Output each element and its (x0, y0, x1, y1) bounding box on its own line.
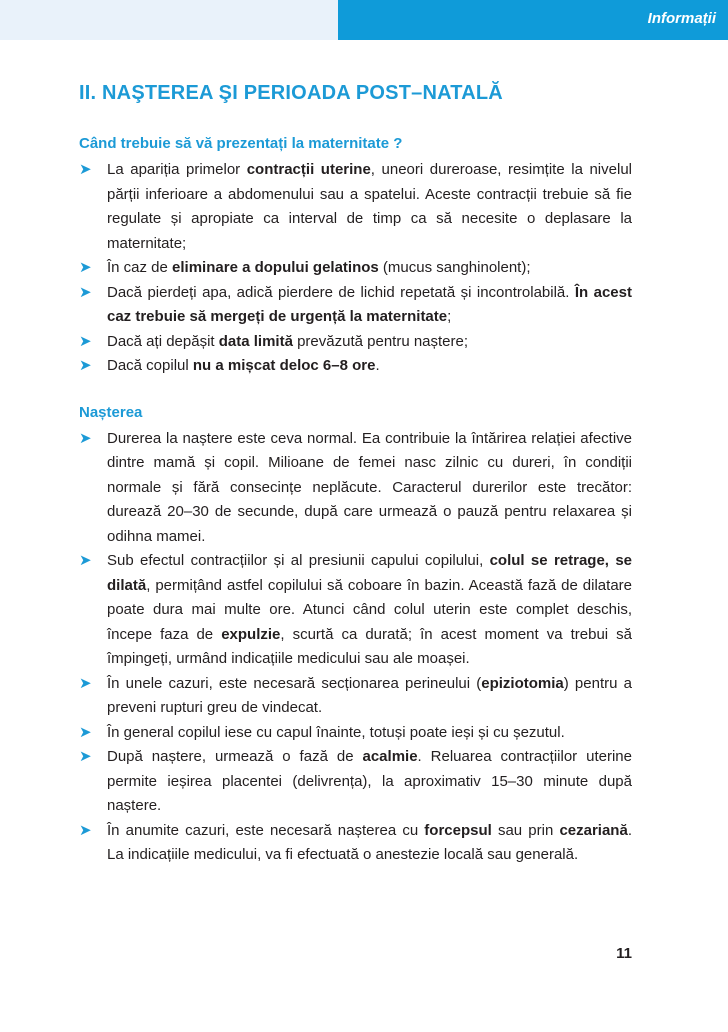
item-text: În unele cazuri, este necesară secționarea perineului ( (107, 674, 482, 692)
list-item (79, 672, 632, 721)
item-bold: cezariană (559, 821, 628, 839)
item-text: Dacă pierdeți apa, adică pierdere de lichid repetată și incontrolabilă. (107, 283, 575, 301)
list-item (79, 819, 632, 868)
item-text: ; (447, 308, 452, 325)
item-text: La apariția primelor (107, 161, 247, 178)
item-bold: colul se retrage, se dilată (107, 552, 632, 594)
list-when (79, 158, 632, 379)
list-item (79, 427, 632, 550)
item-text: , permițând astfel copilului să coboare în bazin. Această fază de dilatare poate dura mai multe ore. Atunci când colul uterin este complet deschis, începe faza de (107, 576, 632, 643)
item-bold: data limită (218, 332, 293, 350)
item-text: (mucus sanghinolent); (378, 259, 531, 276)
item-text: ) pentru a preveni rupturi greu de vindecat. (107, 674, 632, 716)
item-bold: nu a mișcat deloc 6–8 ore (192, 357, 376, 374)
arrow-bullet-icon: ➤ (79, 259, 92, 276)
list-item (79, 158, 632, 256)
item-text: , scurtă ca durată; în acest moment va trebui să împingeți, urmând indicațiile medicului sau ale moașei. (107, 625, 632, 667)
list-item (79, 549, 632, 672)
item-text: În anumite cazuri, este necesară nașterea cu (107, 821, 425, 839)
arrow-bullet-icon: ➤ (79, 723, 92, 741)
section-heading-when: Când trebuie să vă prezentați la maternitate ? (79, 135, 403, 152)
item-text: . Reluarea contracțiilor uterine permite ieșirea placentei (delivrența), la aproximativ 15–30 minute după naștere. (107, 748, 632, 814)
item-bold: forcepsul (424, 821, 492, 839)
item-text: Sub efectul contracțiilor și al presiunii capului copilului, (107, 552, 490, 569)
section-spacer (79, 379, 632, 403)
page-content (79, 80, 632, 868)
item-bold: În acest caz trebuie să mergeți de urgență la maternitate (107, 283, 632, 325)
list-item (79, 330, 632, 355)
item-bold: acalmie (362, 748, 418, 765)
item-text: , uneori dureroase, resimțite la nivelul părții inferioare a abdomenului sau a spatelui. Aceste contracții trebuie să fie regulate și apropiate ca interval de timp ca să necesite o deplasare la maternitate; (107, 161, 632, 252)
list-item (79, 745, 632, 819)
item-bold: expulzie (221, 625, 281, 643)
header-band-right (338, 0, 728, 40)
item-text: sau prin (491, 821, 560, 839)
item-text: Dacă copilul (107, 357, 193, 374)
item-text: În general copilul iese cu capul înainte, totuși poate ieși și cu șezutul. (107, 723, 565, 741)
item-text: . La indicațiile medicului, va fi efectuată o anestezie locală sau generală. (107, 821, 632, 863)
section-label: Informații (647, 10, 716, 27)
arrow-bullet-icon: ➤ (79, 283, 92, 301)
arrow-bullet-icon: ➤ (79, 332, 92, 350)
list-birth (79, 427, 632, 868)
item-text: Dacă ați depășit (107, 332, 219, 350)
item-text: prevăzută pentru naștere; (292, 332, 469, 350)
arrow-bullet-icon: ➤ (79, 429, 92, 447)
list-item (79, 281, 632, 330)
arrow-bullet-icon: ➤ (79, 161, 92, 178)
page-number: 11 (616, 945, 632, 962)
item-text: După naștere, urmează o fază de (107, 748, 363, 765)
item-bold: contracții uterine (246, 161, 371, 178)
arrow-bullet-icon: ➤ (79, 674, 92, 692)
arrow-bullet-icon: ➤ (79, 552, 92, 569)
section-heading-birth: Nașterea (79, 403, 143, 421)
item-bold: eliminare a dopului gelatinos (172, 259, 379, 276)
arrow-bullet-icon: ➤ (79, 357, 92, 374)
arrow-bullet-icon: ➤ (79, 821, 92, 839)
header-band-left (0, 0, 338, 40)
item-text: În caz de (107, 259, 173, 276)
list-item (79, 721, 632, 746)
list-item (79, 354, 632, 379)
list-item (79, 256, 632, 281)
item-bold: epiziotomia (481, 674, 564, 692)
item-text: Durerea la naștere este ceva normal. Ea contribuie la întărirea relației afective dintre mamă și copil. Milioane de femei nasc zilnic cu dureri, în condiții normale și fără consecințe neplăcute. Caracterul durerilor este trecător: durează 20–30 de secunde, după care urmează o pauză pentru relaxarea și odihna mamei. (107, 429, 632, 545)
chapter-title: II. NAŞTEREA ŞI PERIOADA POST–NATALĂ (79, 82, 503, 104)
item-text: . (375, 357, 380, 374)
arrow-bullet-icon: ➤ (79, 748, 92, 765)
